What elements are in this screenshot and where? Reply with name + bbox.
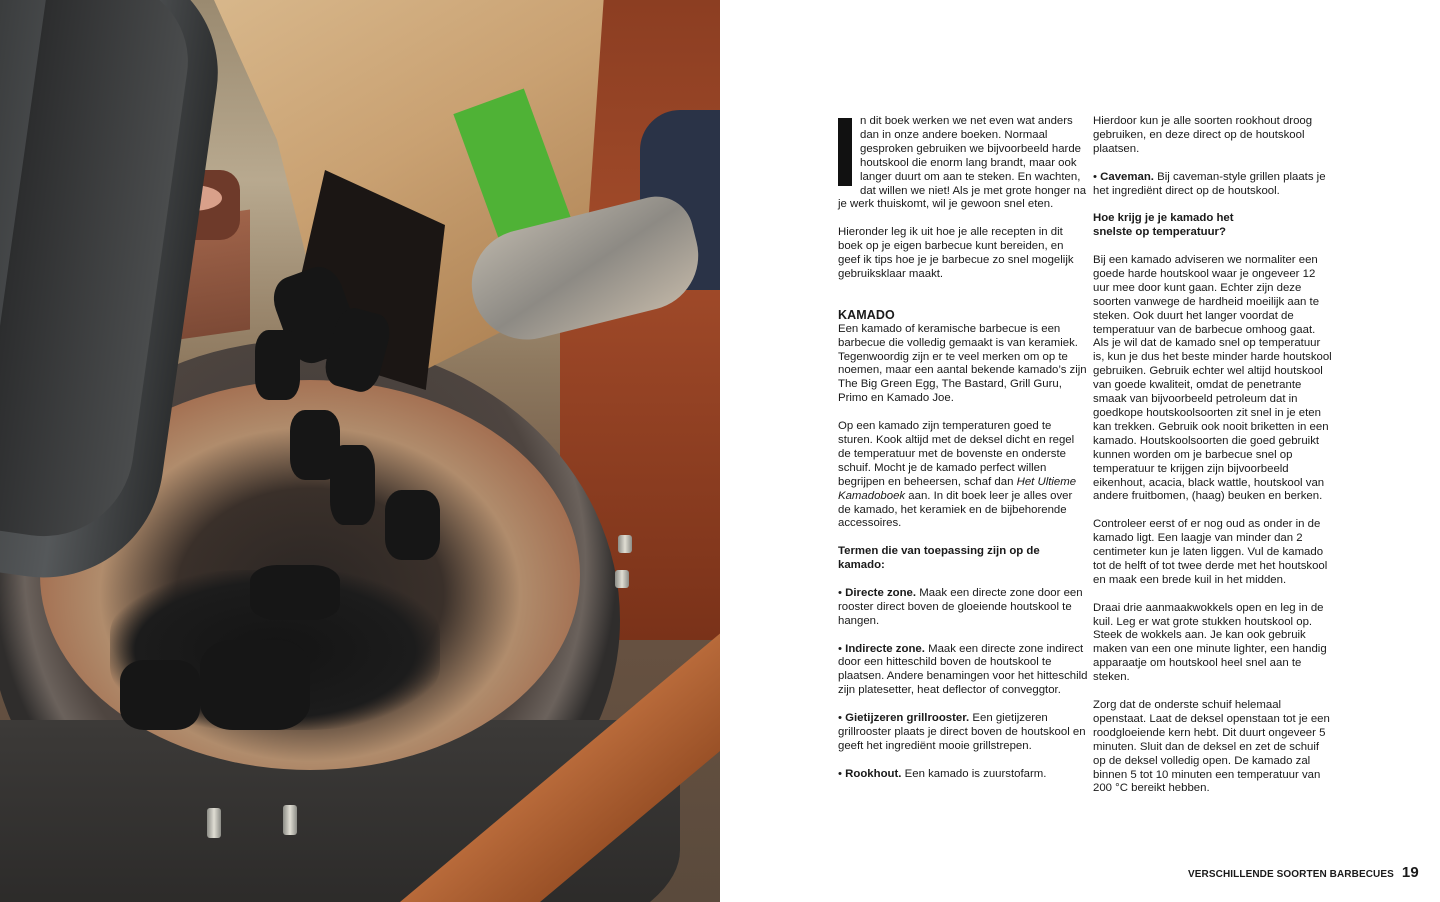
term-item: • Indirecte zone. Maak een directe zone indirect door een hitteschild boven de houtskool te plaatsen. Andere benamingen voor het hitteschild zijn platesetter, heat deflector of conveggtor. xyxy=(838,642,1088,697)
photo-coal xyxy=(120,660,200,730)
rookhout-continuation: Hierdoor kun je alle soorten rookhout droog gebruiken, en deze direct op de houtskool plaatsen. xyxy=(1093,115,1313,155)
dropcap xyxy=(838,118,852,186)
kamado-paragraph-1: Een kamado of keramische barbecue is een barbecue die volledig gemaakt is van keramiek. Tegenwoordig zijn er te veel merken om op te noemen, maar een aantal bekende kamado’s zijn The Big Green Egg, The Bastard, Grill Guru, Primo en Kamado Joe. xyxy=(838,322,1087,405)
temperature-paragraph-1: Bij een kamado adviseren we normaliter een goede harde houtskool waar je ongeveer 12 uur mee door kunt gaan. Echter zijn deze soorten vanwege de hardheid moeilijk aan te steken. Ook duurt het langer voordat de temperatuur van de barbecue omhoog gaat. Als je wil dat de kamado snel op temperatuur is, kun je dus het beste minder harde houtskool gebruiken. Gebruik echter wel altijd houtskool van goede kwaliteit, omdat de penetrante smaak van bijvoorbeeld petroleum dat in goedkope houtskoolsoorten zit snel in je eten kan trekken. Gebruik ook nooit briketten in een kamado. Houtskoolsoorten die goed gebruikt kunnen worden om je barbecue snel op temperatuur te krijgen zijn bijvoorbeeld eikenhout, acacia, black wattle, houtskool van andere fruitbomen, (haag) beuken en berken. xyxy=(1093,254,1332,503)
term-item: • Directe zone. Maak een directe zone door een rooster direct boven de gloeiende houtskool te hangen. xyxy=(838,586,1083,627)
terms-heading: Termen die van toepassing zijn op de kamado: xyxy=(838,545,1040,572)
text-column-right xyxy=(1093,115,1333,810)
photo-coal xyxy=(255,330,300,400)
photo-falling-coal xyxy=(385,490,440,560)
photo-coal xyxy=(200,640,310,730)
running-footer xyxy=(1188,864,1419,881)
text-column-left xyxy=(838,115,1088,795)
temperature-paragraph-4: Zorg dat de onderste schuif helemaal openstaat. Laat de deksel openstaan tot je een roodgloeiende kern hebt. Dit duurt ongeveer 5 minuten. Sluit dan de deksel en zet de schuif op de deksel volledig open. De kamado zal binnen 5 tot 10 minuten een temperatuur van 200 °C bereikt hebben. xyxy=(1093,698,1330,795)
term-item-caveman: • Caveman. Bij caveman-style grillen plaats je het ingrediënt direct op de houtskool. xyxy=(1093,170,1326,197)
kamado-paragraph-2: Op een kamado zijn temperaturen goed te sturen. Kook altijd met de deksel dicht en regel de temperatuur met de bovenste en onderste schuif. Mocht je de kamado perfect willen begrijpen en beheersen, schaf dan Het Ultieme Kamadoboek aan. In dit boek leer je alles over de kamado, het keramiek en de bijbehorende accessoires. xyxy=(838,420,1077,530)
photo-hinge-bolt xyxy=(615,570,629,588)
photo-falling-coal xyxy=(330,445,375,525)
subheading-temperature: Hoe krijg je je kamado het snelste op temperatuur? xyxy=(1093,212,1234,239)
footer-section-title: VERSCHILLENDE SOORTEN BARBECUES xyxy=(1188,869,1394,880)
intro-paragraph-1: n dit boek werken we net even wat anders dan in onze andere boeken. Normaal gesproken gebruiken we bijvoorbeeld harde houtskool die enorm lang brandt, maar ook langer duurt om aan te steken. En wachten, dat willen we niet! Als je met grote honger na je werk thuiskomt, wil je gewoon snel eten. xyxy=(838,115,1087,211)
photo-hinge-bolt xyxy=(283,805,297,835)
term-item: • Gietijzeren grillrooster. Een gietijzeren grillrooster plaats je direct boven de houtskool en geeft het ingrediënt mooie grillstrepen. xyxy=(838,712,1086,752)
page-number: 19 xyxy=(1401,864,1419,881)
temperature-paragraph-2: Controleer eerst of er nog oud as onder in de kamado ligt. Een laagje van minder dan 2 centimeter kun je laten liggen. Vul de kamado tot de helft of tot twee derde met het houtskool en maak een brede kuil in het midden. xyxy=(1093,518,1328,586)
photo-hinge-bolt xyxy=(618,535,632,553)
temperature-paragraph-3: Draai drie aanmaakwokkels open en leg in de kuil. Leg er wat grote stukken houtskool op. Steek de wokkels aan. Je kan ook gebruik maken van een one minute lighter, een handig apparaatje om houtskool heel snel aan te steken. xyxy=(1093,601,1327,684)
section-heading-kamado: KAMADO xyxy=(838,307,895,322)
term-item: • Rookhout. Een kamado is zuurstofarm. xyxy=(838,767,1047,780)
book-title: Het Ultieme Kamadoboek xyxy=(838,475,1077,502)
photo-coal xyxy=(250,565,340,620)
intro-paragraph-2: Hieronder leg ik uit hoe je alle recepten in dit boek op je eigen barbecue kunt bereiden, en geef ik tips hoe je je barbecue zo snel mogelijk gebruiksklaar maakt. xyxy=(838,226,1074,280)
photo-hinge-bolt xyxy=(207,808,221,838)
